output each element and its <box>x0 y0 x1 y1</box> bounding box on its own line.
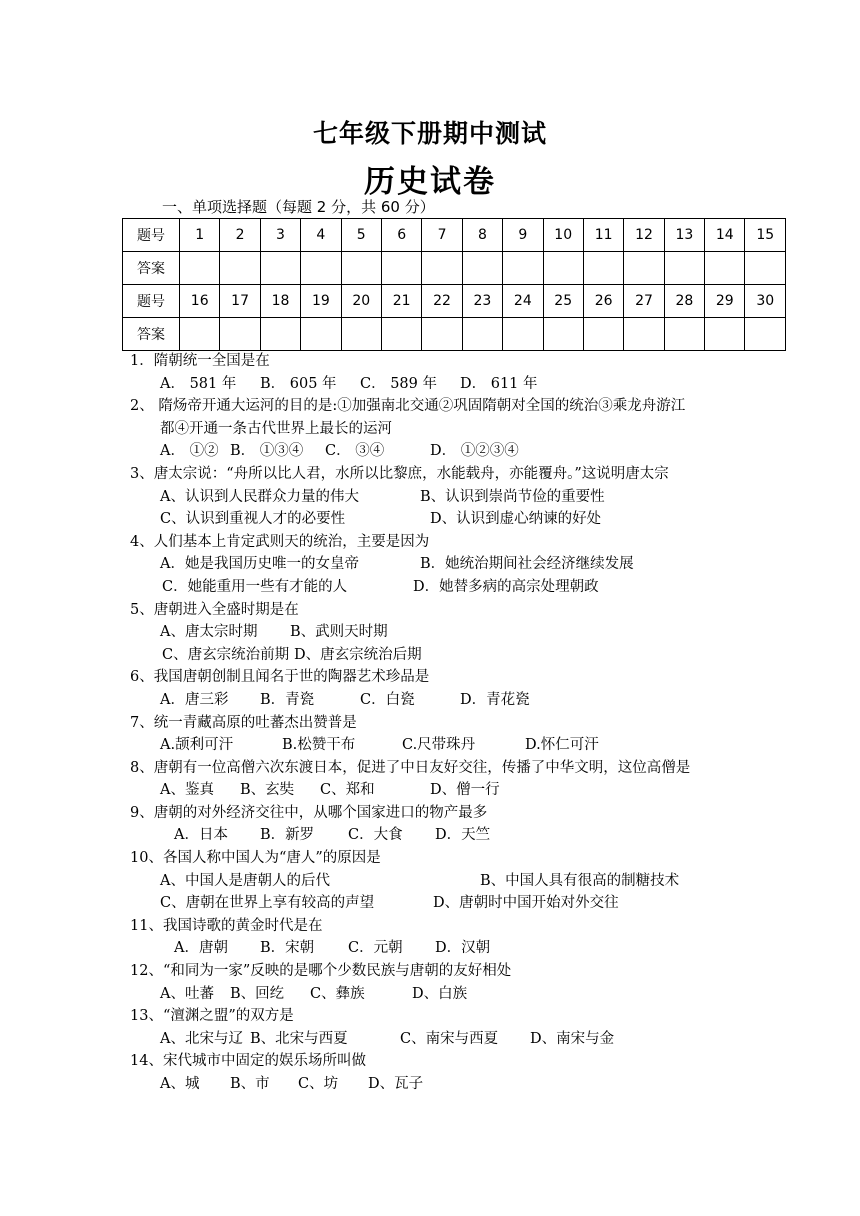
answer-option[interactable]: C.尺带珠丹 <box>402 737 476 754</box>
answer-cell[interactable] <box>624 318 664 351</box>
question-number-cell: 20 <box>341 285 381 318</box>
answer-option[interactable]: C．白瓷 <box>360 691 415 708</box>
answer-option[interactable]: D、瓦子 <box>368 1076 424 1092</box>
answer-option[interactable]: D、僧一行 <box>430 782 500 799</box>
answer-cell[interactable] <box>543 318 583 351</box>
answer-cell[interactable] <box>260 318 300 351</box>
option-row <box>130 553 790 576</box>
answer-option[interactable]: C． ③④ <box>325 443 385 460</box>
answer-cell[interactable] <box>422 318 462 351</box>
option-row <box>130 824 790 847</box>
table-row <box>123 219 786 252</box>
row-label: 答案 <box>123 252 180 285</box>
answer-option[interactable]: A、吐蕃 <box>160 985 214 1002</box>
answer-option[interactable]: D、唐玄宗统治后期 <box>294 646 422 663</box>
question-number-cell: 17 <box>220 285 260 318</box>
answer-cell[interactable] <box>180 252 220 285</box>
question-number-cell: 18 <box>260 285 300 318</box>
page-subtitle: 历史试卷 <box>364 164 496 200</box>
answer-option[interactable]: C．元朝 <box>348 940 403 957</box>
question-number-cell: 8 <box>462 219 502 252</box>
answer-option[interactable]: D.怀仁可汗 <box>525 737 599 754</box>
question-number-cell: 29 <box>705 285 745 318</box>
option-row <box>130 440 790 463</box>
question-number-cell: 25 <box>543 285 583 318</box>
answer-cell[interactable] <box>503 252 543 285</box>
answer-option[interactable]: D． 611 年 <box>460 375 538 392</box>
question-number-cell: 2 <box>220 219 260 252</box>
answer-option[interactable]: B．新罗 <box>260 827 315 844</box>
answer-option[interactable]: B．宋朝 <box>260 940 315 957</box>
answer-cell[interactable] <box>220 318 260 351</box>
answer-option[interactable]: B．青瓷 <box>260 691 315 708</box>
answer-option[interactable]: D、白族 <box>412 985 468 1002</box>
question-stem: 13、“澶渊之盟”的双方是 <box>130 1008 294 1025</box>
option-row <box>130 373 790 396</box>
question-list <box>130 350 790 1096</box>
answer-option[interactable]: C．大食 <box>348 827 403 844</box>
table-row <box>123 252 786 285</box>
answer-option[interactable]: B、市 <box>230 1076 270 1092</box>
answer-cell[interactable] <box>745 318 786 351</box>
answer-option[interactable]: C．她能重用一些有才能的人 <box>162 578 348 595</box>
table-row <box>123 318 786 351</box>
question-stem: 3、唐太宗说：“舟所以比人君，水所以比黎庶，水能载舟，亦能覆舟。”这说明唐太宗 <box>130 465 669 482</box>
answer-cell[interactable] <box>705 318 745 351</box>
answer-cell[interactable] <box>341 252 381 285</box>
section-heading: 一、单项选择题（每题 2 分，共 60 分） <box>162 198 435 216</box>
answer-option[interactable]: C、郑和 <box>320 782 375 799</box>
answer-option[interactable]: A、城 <box>160 1076 200 1092</box>
question-number-cell: 3 <box>260 219 300 252</box>
question-number-cell: 21 <box>381 285 421 318</box>
answer-option[interactable]: D．汉朝 <box>435 940 491 957</box>
answer-option[interactable]: A、认识到人民群众力量的伟大 <box>160 488 359 505</box>
answer-cell[interactable] <box>503 318 543 351</box>
answer-option[interactable]: B、北宋与西夏 <box>250 1030 348 1047</box>
question-number-cell: 27 <box>624 285 664 318</box>
question-number-cell: 1 <box>180 219 220 252</box>
row-label: 题号 <box>123 285 180 318</box>
question-stem: 1．隋朝统一全国是在 <box>130 353 270 369</box>
question-stem: 12、“和同为一家”反映的是哪个少数民族与唐朝的友好相处 <box>130 963 512 980</box>
answer-option[interactable]: C、唐朝在世界上享有较高的声望 <box>160 895 375 912</box>
answer-cell[interactable] <box>745 252 786 285</box>
question-stem: 7、统一青藏高原的吐蕃杰出赞普是 <box>130 714 357 731</box>
question-number-cell: 19 <box>301 285 341 318</box>
answer-option[interactable]: A．唐朝 <box>174 940 228 957</box>
answer-cell[interactable] <box>664 318 704 351</box>
answer-cell[interactable] <box>260 252 300 285</box>
question-number-cell: 16 <box>180 285 220 318</box>
answer-option[interactable]: B、认识到崇尚节俭的重要性 <box>420 488 605 505</box>
option-row <box>130 576 790 599</box>
answer-cell[interactable] <box>422 252 462 285</box>
answer-cell[interactable] <box>664 252 704 285</box>
question-number-cell: 11 <box>583 219 623 252</box>
question-number-cell: 4 <box>301 219 341 252</box>
question-number-cell: 6 <box>381 219 421 252</box>
answer-option[interactable]: D、南宋与金 <box>530 1030 615 1047</box>
question-number-cell: 13 <box>664 219 704 252</box>
question-stem: 10、各国人称中国人为“唐人”的原因是 <box>130 850 381 867</box>
answer-option[interactable]: D．青花瓷 <box>460 691 530 708</box>
row-label: 答案 <box>123 318 180 351</box>
answer-option[interactable]: A、中国人是唐朝人的后代 <box>160 872 330 889</box>
answer-option[interactable]: C、唐玄宗统治前期 <box>162 646 290 663</box>
answer-cell[interactable] <box>462 252 502 285</box>
option-row <box>130 983 790 1006</box>
answer-cell[interactable] <box>220 252 260 285</box>
option-row <box>130 1073 790 1096</box>
question-stem: 4、人们基本上肯定武则天的统治，主要是因为 <box>130 533 430 550</box>
answer-option[interactable]: B．她统治期间社会经济继续发展 <box>420 556 634 573</box>
answer-option[interactable]: D．她替多病的高宗处理朝政 <box>413 578 599 595</box>
answer-option[interactable]: A、唐太宗时期 <box>160 624 258 641</box>
question-number-cell: 10 <box>543 219 583 252</box>
answer-option[interactable]: B、玄奘 <box>240 782 295 799</box>
answer-cell[interactable] <box>301 318 341 351</box>
answer-option[interactable]: C． 589 年 <box>360 375 437 392</box>
option-row <box>130 644 790 667</box>
question-stem-continued: 都④开通一条古代世界上最长的运河 <box>160 420 392 437</box>
page-title: 七年级下册期中测试 <box>312 119 547 148</box>
answer-option[interactable]: A． 581 年 <box>160 375 237 392</box>
question-stem: 14、宋代城市中固定的娱乐场所叫做 <box>130 1053 366 1070</box>
question-number-cell: 23 <box>462 285 502 318</box>
table-row <box>123 285 786 318</box>
answer-cell[interactable] <box>543 252 583 285</box>
answer-option[interactable]: B.松赞干布 <box>282 737 356 754</box>
answer-option[interactable]: B、回纥 <box>230 985 285 1002</box>
answer-option[interactable]: D． ①②③④ <box>430 443 519 460</box>
answer-option[interactable]: C、彝族 <box>310 985 365 1002</box>
question-number-cell: 5 <box>341 219 381 252</box>
option-row <box>130 870 790 893</box>
answer-cell[interactable] <box>624 252 664 285</box>
answer-cell[interactable] <box>341 318 381 351</box>
question-stem: 5、唐朝进入全盛时期是在 <box>130 601 299 618</box>
answer-option[interactable]: C、南宋与西夏 <box>400 1030 499 1047</box>
question-number-cell: 7 <box>422 219 462 252</box>
answer-cell[interactable] <box>381 252 421 285</box>
answer-option[interactable]: D、唐朝时中国开始对外交往 <box>433 895 619 912</box>
answer-cell[interactable] <box>180 318 220 351</box>
row-label: 题号 <box>123 219 180 252</box>
answer-cell[interactable] <box>583 252 623 285</box>
question-number-cell: 12 <box>624 219 664 252</box>
answer-cell[interactable] <box>301 252 341 285</box>
answer-cell[interactable] <box>462 318 502 351</box>
answer-option[interactable]: B． ①③④ <box>230 443 304 460</box>
option-row <box>130 779 790 802</box>
option-row <box>130 937 790 960</box>
option-row <box>130 734 790 757</box>
question-number-cell: 30 <box>745 285 786 318</box>
option-row <box>130 892 790 915</box>
answer-option[interactable]: A．她是我国历史唯一的女皇帝 <box>160 556 359 573</box>
question-number-cell: 15 <box>745 219 786 252</box>
question-number-cell: 14 <box>705 219 745 252</box>
option-row <box>130 689 790 712</box>
question-number-cell: 28 <box>664 285 704 318</box>
question-stem: 11、我国诗歌的黄金时代是在 <box>130 917 323 934</box>
answer-option[interactable]: D．天竺 <box>435 827 491 844</box>
question-number-cell: 24 <box>503 285 543 318</box>
answer-option[interactable]: A、北宋与辽 <box>160 1030 243 1047</box>
option-row <box>130 508 790 531</box>
question-number-cell: 26 <box>583 285 623 318</box>
question-number-cell: 9 <box>503 219 543 252</box>
answer-option[interactable]: C、坊 <box>298 1076 339 1092</box>
answer-cell[interactable] <box>705 252 745 285</box>
question-stem: 2、 隋炀帝开通大运河的目的是:①加强南北交通②巩固隋朝对全国的统治③乘龙舟游江 <box>130 398 686 415</box>
answer-table <box>122 218 786 351</box>
answer-option[interactable]: B、武则天时期 <box>290 624 388 641</box>
answer-option[interactable]: A． ①② <box>160 443 219 460</box>
option-row <box>130 621 790 644</box>
answer-option[interactable]: C、认识到重视人才的必要性 <box>160 511 346 528</box>
answer-option[interactable]: D、认识到虚心纳谏的好处 <box>430 511 602 528</box>
answer-option[interactable]: B． 605 年 <box>260 375 337 392</box>
option-row <box>130 1028 790 1051</box>
question-number-cell: 22 <box>422 285 462 318</box>
answer-option[interactable]: A、鉴真 <box>160 782 214 799</box>
answer-cell[interactable] <box>381 318 421 351</box>
answer-option[interactable]: A.颉利可汗 <box>160 737 234 754</box>
answer-option[interactable]: A．唐三彩 <box>160 691 229 708</box>
answer-option[interactable]: A．日本 <box>174 827 228 844</box>
question-stem: 9、唐朝的对外经济交往中，从哪个国家进口的物产最多 <box>130 804 488 821</box>
answer-option[interactable]: B、中国人具有很高的制糖技术 <box>480 872 680 889</box>
answer-cell[interactable] <box>583 318 623 351</box>
question-stem: 8、唐朝有一位高僧六次东渡日本，促进了中日友好交往，传播了中华文明，这位高僧是 <box>130 759 691 776</box>
option-row <box>130 486 790 509</box>
question-stem: 6、我国唐朝创制且闻名于世的陶器艺术珍品是 <box>130 669 430 686</box>
